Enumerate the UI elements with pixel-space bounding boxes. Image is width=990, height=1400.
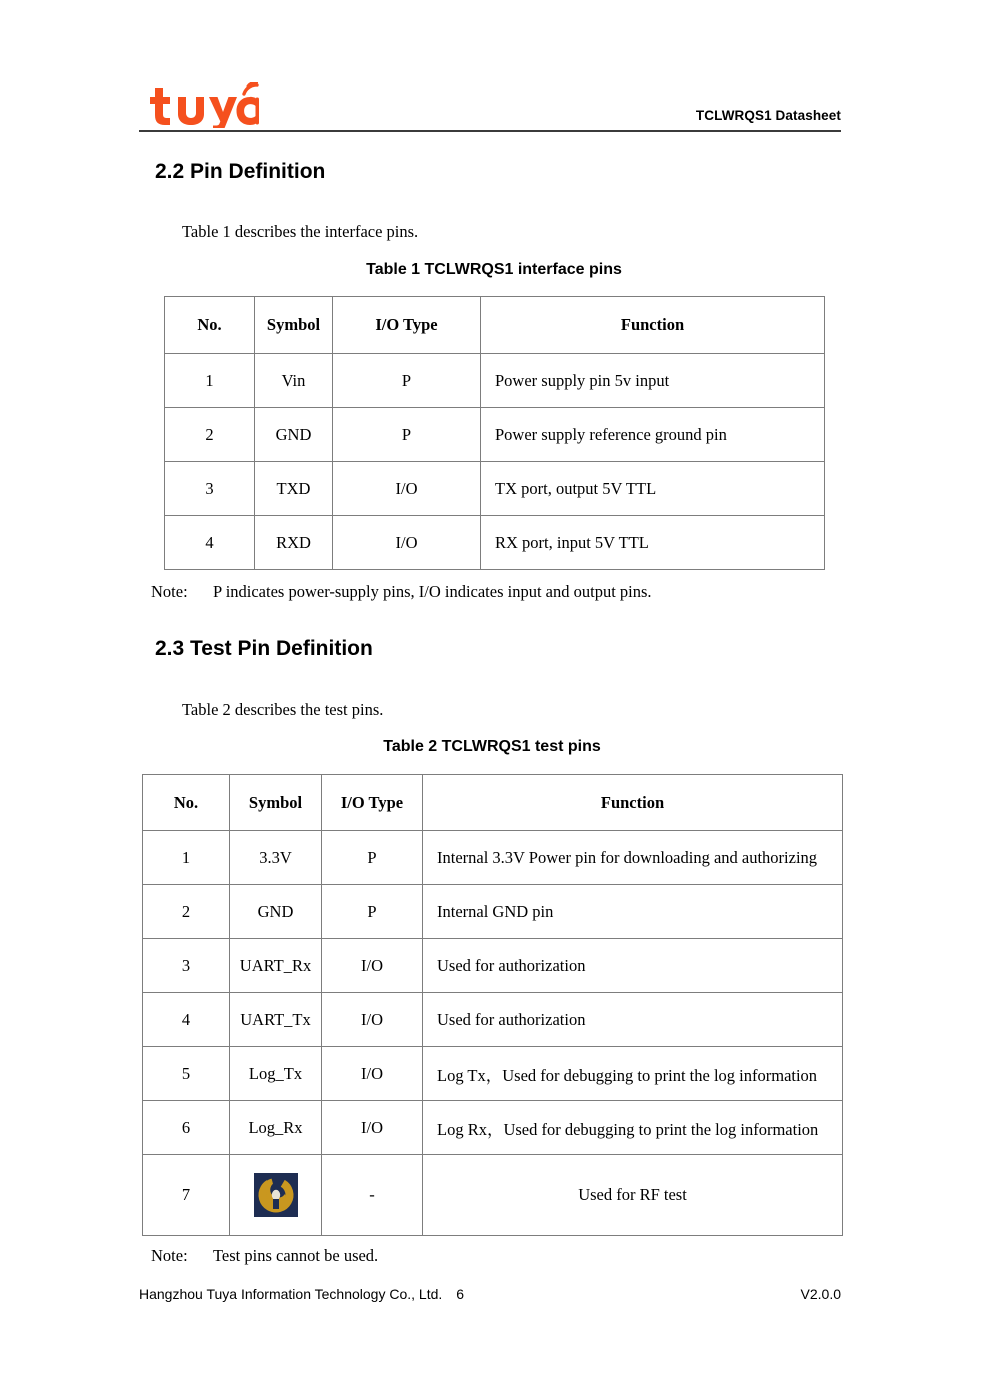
cell-no: 5	[143, 1047, 230, 1101]
table-row	[165, 462, 825, 516]
cell-no: 4	[143, 993, 230, 1047]
cell-function: Internal GND pin	[423, 885, 843, 939]
footer-page-number: 6	[456, 1286, 465, 1302]
cell-no: 2	[143, 885, 230, 939]
cell-io-type: I/O	[322, 1047, 423, 1101]
document-title: TCLWRQS1 Datasheet	[695, 108, 841, 123]
cell-function: Power supply reference ground pin	[481, 408, 825, 462]
page-footer	[139, 1286, 841, 1308]
cell-io-type: P	[322, 831, 423, 885]
cell-function: Used for RF test	[423, 1155, 843, 1236]
cell-function: Power supply pin 5v input	[481, 354, 825, 408]
cell-io-type: I/O	[333, 462, 481, 516]
table-row	[165, 516, 825, 570]
cell-no: 7	[143, 1155, 230, 1236]
note-text: P indicates power-supply pins, I/O indicates input and output pins.	[213, 582, 652, 601]
cell-io-type: P	[333, 408, 481, 462]
cell-no: 4	[165, 516, 255, 570]
cell-symbol: TXD	[255, 462, 333, 516]
header-divider	[139, 130, 841, 132]
column-header-io-type: I/O Type	[333, 297, 481, 354]
footer-version: V2.0.0	[800, 1286, 841, 1302]
cell-no: 6	[143, 1101, 230, 1155]
footer-company-name: Hangzhou Tuya Information Technology Co., Ltd.	[139, 1286, 443, 1302]
interface-pins-table	[164, 296, 825, 570]
intro-paragraph-table1: Table 1 describes the interface pins.	[182, 222, 419, 241]
cell-function: RX port, input 5V TTL	[481, 516, 825, 570]
cell-no: 3	[143, 939, 230, 993]
table-row	[143, 1101, 843, 1155]
cell-function: Used for authorization	[423, 939, 843, 993]
table-row	[143, 831, 843, 885]
column-header-function: Function	[423, 775, 843, 831]
cell-io-type: I/O	[333, 516, 481, 570]
cell-symbol: UART_Tx	[230, 993, 322, 1047]
cell-function: Log Rx，Used for debugging to print the log information	[423, 1101, 843, 1155]
cell-symbol: Vin	[255, 354, 333, 408]
cell-symbol: GND	[255, 408, 333, 462]
cell-symbol: 3.3V	[230, 831, 322, 885]
section-heading-pin-definition: 2.2 Pin Definition	[155, 160, 326, 183]
table-caption-2: Table 2 TCLWRQS1 test pins	[383, 738, 601, 755]
note-table1	[151, 582, 652, 602]
table-row	[165, 354, 825, 408]
column-header-function: Function	[481, 297, 825, 354]
table-row	[143, 1155, 843, 1236]
test-pins-table	[142, 774, 843, 1236]
column-header-symbol: Symbol	[255, 297, 333, 354]
cell-symbol: RXD	[255, 516, 333, 570]
cell-function: Log Tx，Used for debugging to print the log information	[423, 1047, 843, 1101]
table-row	[143, 993, 843, 1047]
cell-no: 2	[165, 408, 255, 462]
tuya-logo	[149, 82, 259, 128]
cell-symbol: Log_Rx	[230, 1101, 322, 1155]
cell-io-type: -	[322, 1155, 423, 1236]
cell-no: 1	[165, 354, 255, 408]
cell-symbol: Log_Tx	[230, 1047, 322, 1101]
cell-symbol-image	[230, 1155, 322, 1236]
page-header	[139, 70, 841, 132]
intro-paragraph-table2: Table 2 describes the test pins.	[182, 700, 384, 719]
rf-test-pad-icon	[254, 1173, 298, 1217]
cell-function: Used for authorization	[423, 993, 843, 1047]
cell-function: Internal 3.3V Power pin for downloading and authorizing	[423, 831, 843, 885]
cell-io-type: I/O	[322, 993, 423, 1047]
note-text: Test pins cannot be used.	[213, 1246, 379, 1265]
table-row	[143, 1047, 843, 1101]
cell-function: TX port, output 5V TTL	[481, 462, 825, 516]
cell-no: 3	[165, 462, 255, 516]
cell-no: 1	[143, 831, 230, 885]
note-label: Note:	[151, 1246, 188, 1265]
table-header-row	[143, 775, 843, 831]
table-header-row	[165, 297, 825, 354]
section-heading-test-pin-definition: 2.3 Test Pin Definition	[155, 637, 373, 660]
note-table2	[151, 1246, 378, 1266]
column-header-io-type: I/O Type	[322, 775, 423, 831]
note-label: Note:	[151, 582, 188, 601]
column-header-symbol: Symbol	[230, 775, 322, 831]
column-header-no: No.	[165, 297, 255, 354]
table-row	[143, 939, 843, 993]
cell-io-type: I/O	[322, 1101, 423, 1155]
cell-io-type: P	[333, 354, 481, 408]
cell-io-type: I/O	[322, 939, 423, 993]
table-row	[165, 408, 825, 462]
column-header-no: No.	[143, 775, 230, 831]
cell-symbol: GND	[230, 885, 322, 939]
table-caption-1: Table 1 TCLWRQS1 interface pins	[366, 261, 622, 278]
table-row	[143, 885, 843, 939]
cell-symbol: UART_Rx	[230, 939, 322, 993]
footer-company-block	[139, 1286, 464, 1302]
cell-io-type: P	[322, 885, 423, 939]
